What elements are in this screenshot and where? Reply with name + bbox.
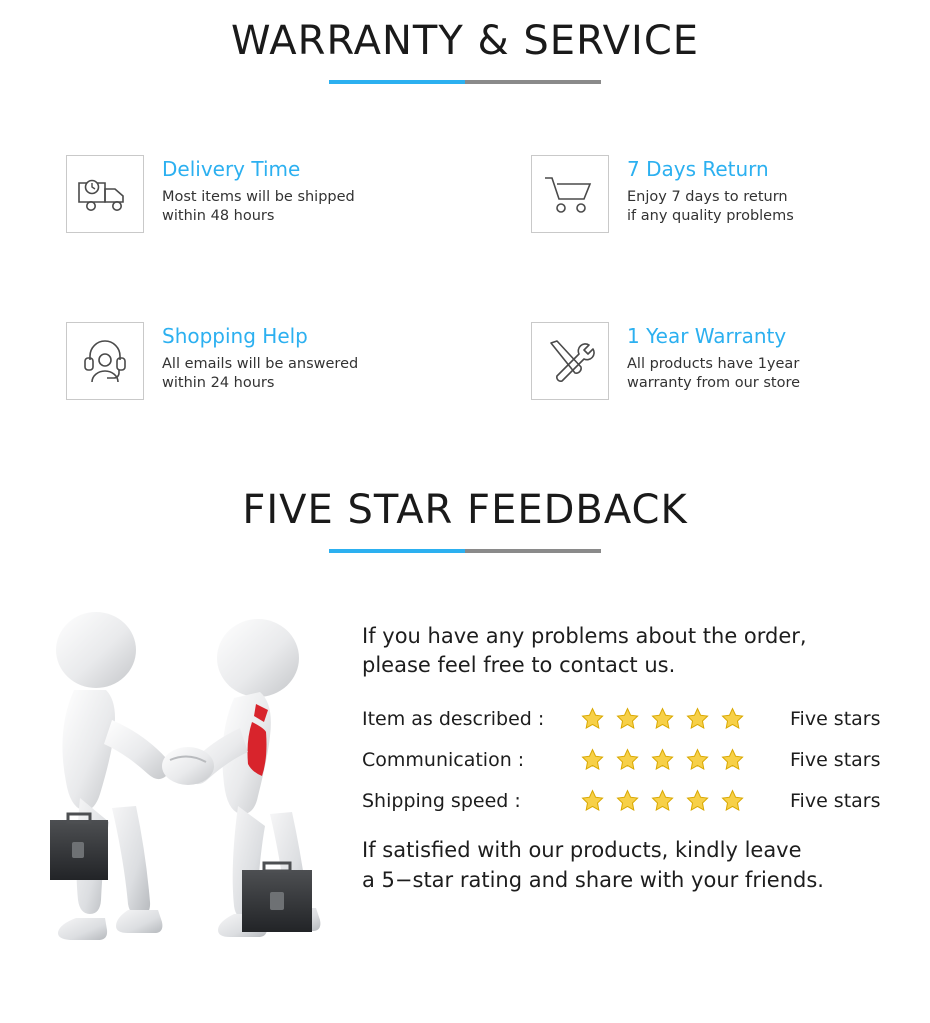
feature-title: 7 Days Return (627, 157, 769, 181)
feature-line-2: warranty from our store (627, 375, 801, 391)
headset-support-icon (66, 322, 144, 400)
rating-row-communication (362, 739, 902, 780)
feedback-lead (362, 622, 902, 680)
star-icon (580, 748, 605, 772)
rating-value: Five stars (790, 707, 881, 730)
star-icon (580, 707, 605, 731)
rating-value: Five stars (790, 789, 881, 812)
feature-text (162, 322, 358, 489)
feedback-header (0, 487, 930, 553)
feedback-lead-line-2: please feel free to contact us. (362, 653, 676, 677)
feature-line-2: if any quality problems (627, 208, 794, 224)
feedback-footer-line-2: a 5−star rating and share with your friends. (362, 868, 824, 892)
feature-seven-days-return (465, 155, 930, 322)
feature-title: Shopping Help (162, 324, 308, 348)
feedback-footer-line-1: If satisfied with our products, kindly leave (362, 838, 802, 862)
rule-blue-segment (329, 80, 465, 84)
feedback-lead-line-1: If you have any problems about the order, (362, 624, 807, 648)
star-icon (685, 789, 710, 813)
star-icon (650, 789, 675, 813)
star-icon (685, 707, 710, 731)
feature-line-2: within 24 hours (162, 375, 275, 391)
feature-one-year-warranty (465, 322, 930, 489)
feedback-footer (362, 835, 902, 895)
star-icon (685, 748, 710, 772)
feedback-text-block (362, 622, 902, 895)
feature-text (162, 155, 355, 322)
feedback-title-rule (329, 549, 601, 553)
rating-label: Communication : (362, 748, 525, 771)
feature-text (627, 155, 794, 322)
rule-grey-segment (465, 80, 601, 84)
star-icon (615, 707, 640, 731)
rating-row-item-as-described (362, 698, 902, 739)
rating-label: Item as described : (362, 707, 545, 730)
star-icon (650, 707, 675, 731)
shopping-cart-icon (531, 155, 609, 233)
star-icon (720, 748, 745, 772)
feature-line-1: Enjoy 7 days to return (627, 189, 788, 205)
rating-row-shipping-speed (362, 780, 902, 821)
star-icon (580, 789, 605, 813)
feature-line-1: All emails will be answered (162, 356, 359, 372)
tools-wrench-screwdriver-icon (531, 322, 609, 400)
star-icon (615, 789, 640, 813)
rating-label: Shipping speed : (362, 789, 521, 812)
rule-blue-segment (329, 549, 465, 553)
handshake-3d-figures-image (20, 570, 350, 950)
feature-title: 1 Year Warranty (627, 324, 787, 348)
feature-line-1: Most items will be shipped (162, 189, 355, 205)
feedback-title: FIVE STAR FEEDBACK (242, 487, 688, 533)
star-icon (615, 748, 640, 772)
feedback-section (0, 560, 930, 960)
feature-shopping-help (0, 322, 465, 489)
delivery-truck-icon (66, 155, 144, 233)
warranty-header (0, 18, 930, 84)
feature-text (627, 322, 800, 489)
feature-delivery-time (0, 155, 465, 322)
rule-grey-segment (465, 549, 601, 553)
star-rating-group (580, 748, 765, 772)
warranty-title: WARRANTY & SERVICE (230, 18, 700, 64)
warranty-title-rule (329, 80, 601, 84)
star-icon (720, 789, 745, 813)
star-rating-group (580, 789, 765, 813)
star-rating-group (580, 707, 765, 731)
star-icon (720, 707, 745, 731)
feature-title: Delivery Time (162, 157, 301, 181)
feature-line-2: within 48 hours (162, 208, 275, 224)
rating-value: Five stars (790, 748, 881, 771)
feature-line-1: All products have 1year (627, 356, 800, 372)
warranty-feature-grid (0, 155, 930, 489)
star-icon (650, 748, 675, 772)
